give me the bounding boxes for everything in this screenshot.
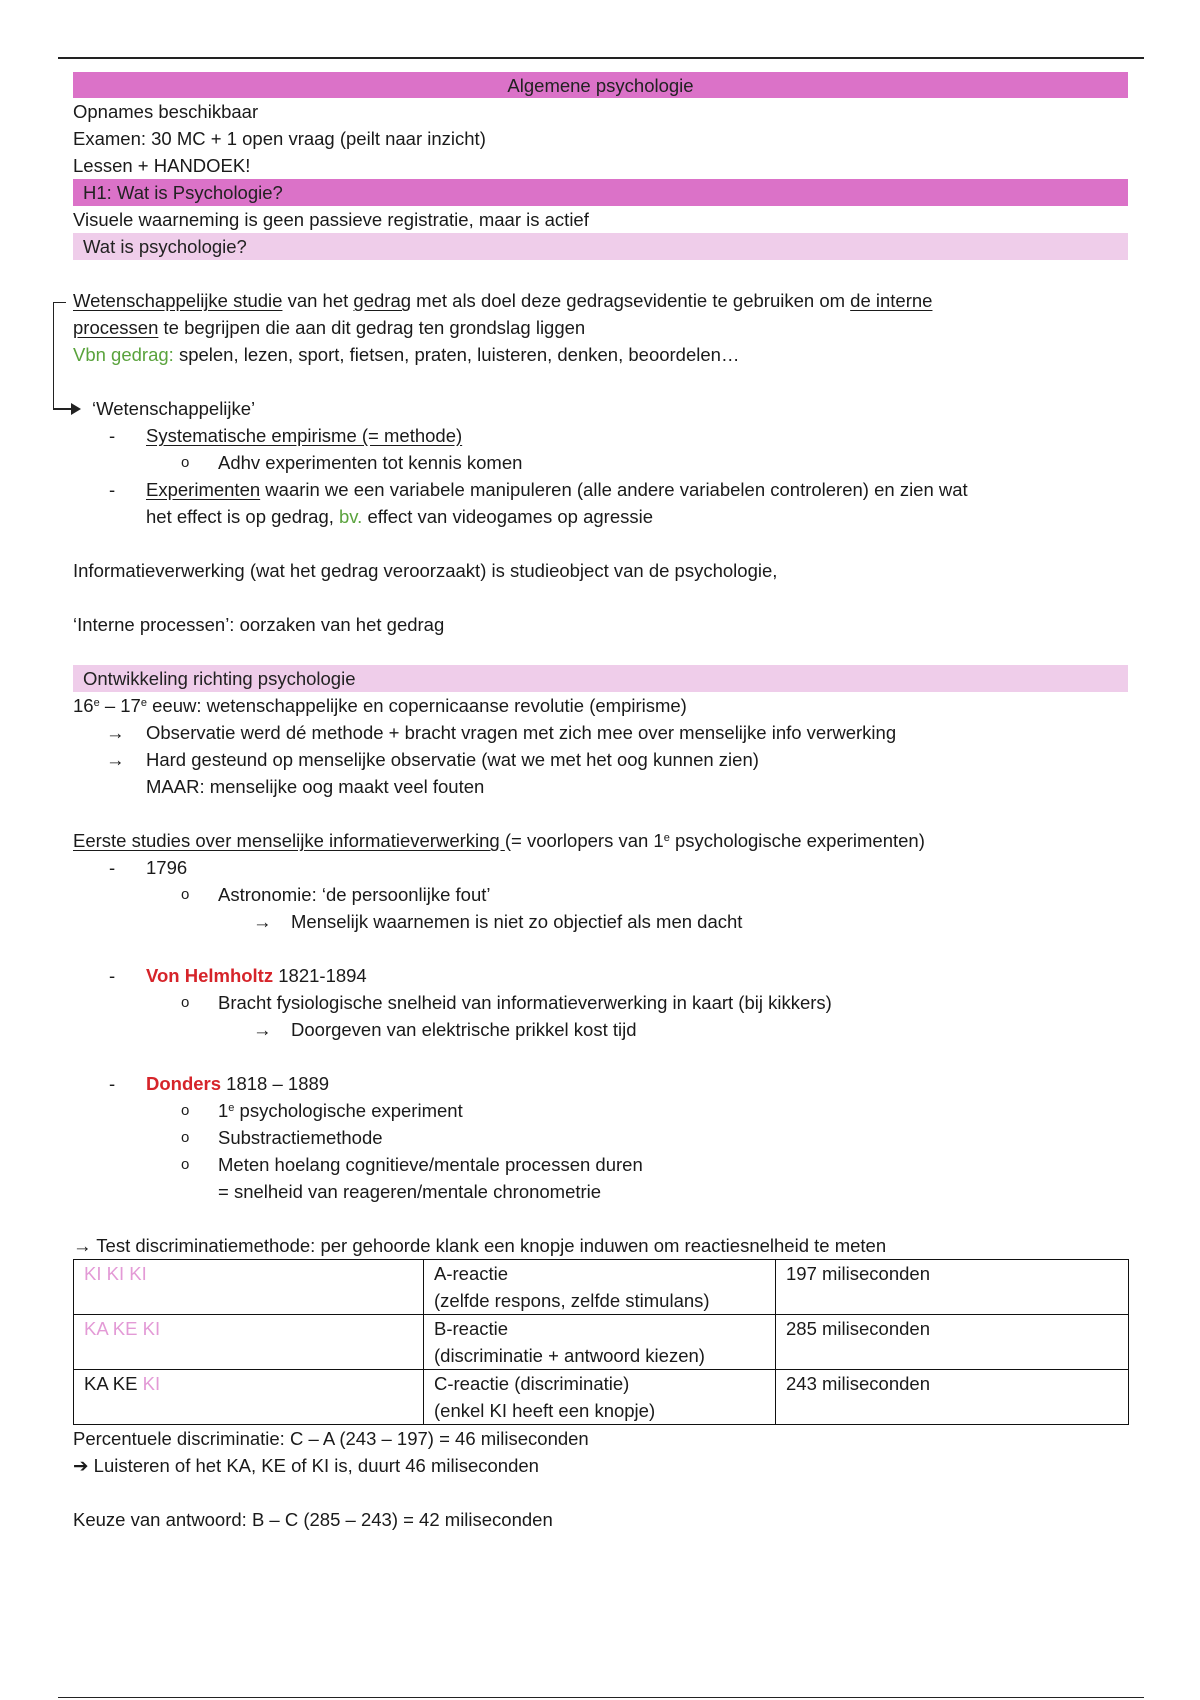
dash-marker: - xyxy=(109,1073,116,1094)
keuze-line: Keuze van antwoord: B – C (285 – 243) = 42 miliseconden xyxy=(73,1509,553,1530)
circle-bullet-icon: o xyxy=(181,886,190,903)
circle-bullet-icon: o xyxy=(181,1129,190,1146)
percentuele-line: Percentuele discriminatie: C – A (243 – 197) = 46 miliseconden xyxy=(73,1428,589,1449)
sub-bullet-adhv-text: Adhv experimenten tot kennis komen xyxy=(218,452,523,473)
bullet-experimenten xyxy=(73,476,1128,503)
dash-marker: - xyxy=(109,965,116,986)
sup-e: e xyxy=(228,1102,235,1114)
bullet-1796-text: 1796 xyxy=(146,857,188,878)
century-line xyxy=(73,692,1128,719)
sub-bullet-astronomie-text: Astronomie: ‘de persoonlijke fout’ xyxy=(218,884,491,905)
sub-bullet-astronomie xyxy=(73,881,1128,908)
arrow-helmholtz xyxy=(73,1016,1128,1043)
cont-text-a: het effect is op gedrag, xyxy=(146,506,340,527)
eerste-studies-term: Eerste studies over menselijke informatieverwerking xyxy=(73,830,505,851)
reaction-desc: (discriminatie + antwoord kiezen) xyxy=(434,1345,705,1366)
top-rule xyxy=(58,57,1144,59)
examples-line xyxy=(73,341,1128,368)
helmholtz-years: 1821-1894 xyxy=(273,965,367,986)
document-title: Algemene psychologie xyxy=(73,72,1128,98)
intro-line-2: Examen: 30 MC + 1 open vraag (peilt naar inzicht) xyxy=(73,128,486,149)
century-b: – 17 xyxy=(99,695,141,716)
examples-label: Vbn gedrag: xyxy=(73,344,174,365)
reaction-label: A-reactie xyxy=(434,1263,509,1284)
intro-line-3: Lessen + HANDOEK! xyxy=(73,155,251,176)
sub-bullet-helmholtz xyxy=(73,989,1128,1016)
stimulus-pink: KI xyxy=(142,1373,161,1394)
circle-bullet-icon: o xyxy=(181,1156,190,1173)
sup-e: e xyxy=(663,832,670,844)
wetenschappelijke-label: ‘Wetenschappelijke’ xyxy=(92,398,256,419)
dash-marker: - xyxy=(109,425,116,446)
table-cell-reaction xyxy=(424,1370,776,1425)
bullet-experimenten-text: waarin we een variabele manipuleren (alle andere variabelen controleren) en zien wat xyxy=(260,479,968,500)
arrow-right-icon: → xyxy=(106,722,125,743)
sub-bullet-eerste-experiment xyxy=(73,1097,1128,1124)
test-line: → Test discriminatiemethode: per gehoorde klank een knopje induwen om reactiesnelheid te meten xyxy=(73,1235,887,1256)
sub-bullet-adhv xyxy=(73,449,1128,476)
table-cell-reaction xyxy=(424,1260,776,1315)
cont-text-b: effect van videogames op agressie xyxy=(362,506,654,527)
circle-bullet-icon: o xyxy=(181,1102,190,1119)
luisteren-line xyxy=(73,1452,1128,1479)
stimulus-black: KA KE xyxy=(84,1373,143,1394)
century-c: eeuw: wetenschappelijke en copernicaanse revolutie (empirisme) xyxy=(146,695,687,716)
thick-arrow-icon: ➔ xyxy=(73,1455,89,1476)
def-text-1: van het xyxy=(282,290,354,311)
def-term-1: Wetenschappelijke studie xyxy=(73,290,283,311)
examples-text: spelen, lezen, sport, fietsen, praten, luisteren, denken, beoordelen… xyxy=(173,344,740,365)
circle-bullet-icon: o xyxy=(181,994,190,1011)
reaction-desc: (enkel KI heeft een knopje) xyxy=(434,1400,656,1421)
table-cell-stimulus: KI KI KI xyxy=(74,1260,424,1315)
bullet-1796 xyxy=(73,854,1128,881)
arrow-item-observatie xyxy=(73,719,1128,746)
sub-bullet-helmholtz-text: Bracht fysiologische snelheid van informatieverwerking in kaart (bij kikkers) xyxy=(218,992,832,1013)
arrow-right-icon: → xyxy=(106,749,125,770)
def-term-2: gedrag xyxy=(353,290,412,311)
bullet-experimenten-cont xyxy=(73,503,1128,530)
bullet-helmholtz xyxy=(73,962,1128,989)
helmholtz-name: Von Helmholtz xyxy=(146,965,274,986)
sup-e: e xyxy=(93,697,100,709)
bullet-donders xyxy=(73,1070,1128,1097)
table-row xyxy=(74,1315,1129,1370)
dash-marker: - xyxy=(109,857,116,878)
def-term-3: de interne xyxy=(850,290,933,311)
table-row xyxy=(74,1370,1129,1425)
table-cell-reaction xyxy=(424,1315,776,1370)
reaction-desc: (zelfde respons, zelfde stimulans) xyxy=(434,1290,710,1311)
maar-line: MAAR: menselijke oog maakt veel fouten xyxy=(146,776,485,797)
bottom-rule xyxy=(58,1697,1144,1698)
d1-a: 1 xyxy=(218,1100,229,1121)
reaction-table xyxy=(73,1259,1129,1425)
bullet-experimenten-term: Experimenten xyxy=(146,479,261,500)
bullet-empirisme xyxy=(73,422,1128,449)
document-page xyxy=(73,72,1128,1533)
sub-bullet-meten-text: Meten hoelang cognitieve/mentale processen duren xyxy=(218,1154,643,1175)
arrow-item-hard-gesteund-text: Hard gesteund op menselijke observatie (wat we met het oog kunnen zien) xyxy=(146,749,759,770)
arrow-helmholtz-text: Doorgeven van elektrische prikkel kost tijd xyxy=(291,1019,637,1040)
luisteren-text: Luisteren of het KA, KE of KI is, duurt 46 miliseconden xyxy=(93,1455,539,1476)
arrow-astronomie-text: Menselijk waarnemen is niet zo objectief als men dacht xyxy=(291,911,743,932)
intro-line-1: Opnames beschikbaar xyxy=(73,101,259,122)
definition-line-1 xyxy=(73,287,1128,314)
sup-e: e xyxy=(140,697,147,709)
chapter-intro: Visuele waarneming is geen passieve registratie, maar is actief xyxy=(73,209,589,230)
sub-bullet-meten xyxy=(73,1151,1128,1178)
bracket-connector xyxy=(53,302,66,410)
table-cell-time: 197 miliseconden xyxy=(776,1260,1129,1315)
def-text-3: te begrijpen die aan dit gedrag ten grondslag liggen xyxy=(158,317,586,338)
section-heading-ontwikkeling: Ontwikkeling richting psychologie xyxy=(73,665,1128,692)
bv-label: bv. xyxy=(339,506,363,527)
interne-processen-line: ‘Interne processen’: oorzaken van het gedrag xyxy=(73,614,445,635)
arrow-item-hard-gesteund xyxy=(73,746,1128,773)
arrow-astronomie xyxy=(73,908,1128,935)
def-text-2: met als doel deze gedragsevidentie te gebruiken om xyxy=(411,290,851,311)
arrow-right-icon: → xyxy=(253,911,272,932)
donders-name: Donders xyxy=(146,1073,222,1094)
reaction-label: C-reactie (discriminatie) xyxy=(434,1373,630,1394)
section-heading-wat-is: Wat is psychologie? xyxy=(73,233,1128,260)
sub-bullet-substractie xyxy=(73,1124,1128,1151)
definition-line-2 xyxy=(73,314,1128,341)
d1-b: psychologische experiment xyxy=(234,1100,463,1121)
century-a: 16 xyxy=(73,695,94,716)
table-row xyxy=(74,1260,1129,1315)
eerste-studies-line xyxy=(73,827,1128,854)
table-cell-stimulus: KA KE KI xyxy=(74,1315,424,1370)
bullet-empirisme-text: Systematische empirisme (= methode) xyxy=(146,425,463,446)
chapter-heading: H1: Wat is Psychologie? xyxy=(73,179,1128,206)
arrow-right-icon: → xyxy=(253,1019,272,1040)
arrow-item-observatie-text: Observatie werd dé methode + bracht vragen met zich mee over menselijke info verwerking xyxy=(146,722,897,743)
table-cell-time: 285 miliseconden xyxy=(776,1315,1129,1370)
table-cell-stimulus xyxy=(74,1370,424,1425)
info-processing-line: Informatieverwerking (wat het gedrag veroorzaakt) is studieobject van de psychologie, xyxy=(73,560,778,581)
donders-years: 1818 – 1889 xyxy=(221,1073,330,1094)
circle-bullet-icon: o xyxy=(181,454,190,471)
dash-marker: - xyxy=(109,479,116,500)
reaction-label: B-reactie xyxy=(434,1318,509,1339)
eerste-studies-text-1: (= voorlopers van 1 xyxy=(504,830,664,851)
table-cell-time: 243 miliseconden xyxy=(776,1370,1129,1425)
sub-bullet-meten-cont: = snelheid van reageren/mentale chronometrie xyxy=(218,1181,602,1202)
def-term-4: processen xyxy=(73,317,159,338)
sub-bullet-substractie-text: Substractiemethode xyxy=(218,1127,383,1148)
eerste-studies-text-2: psychologische experimenten) xyxy=(669,830,925,851)
